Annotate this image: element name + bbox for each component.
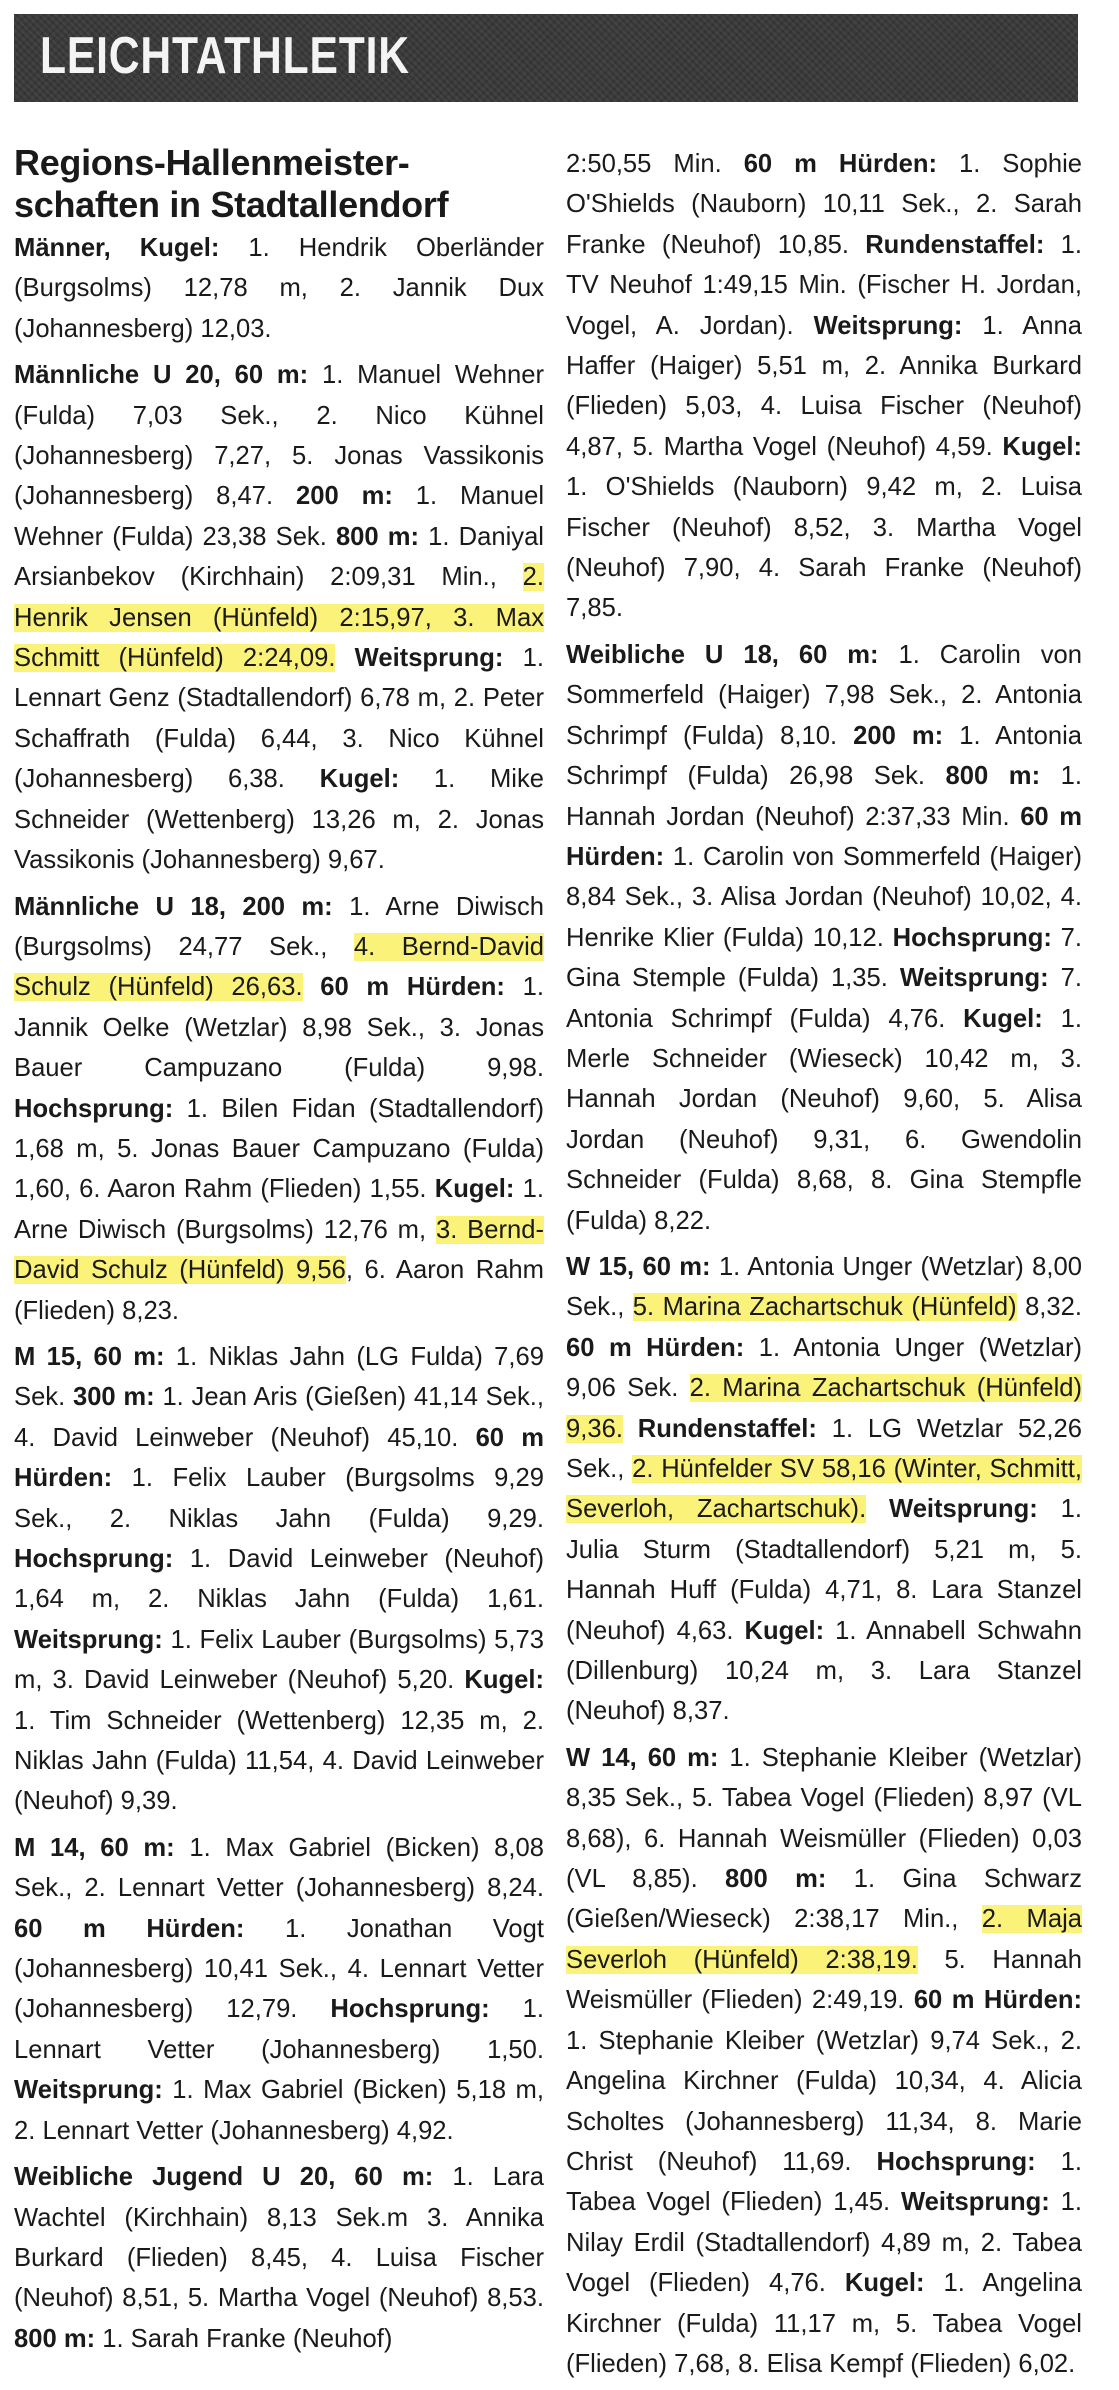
result-paragraph	[14, 228, 544, 349]
result-text: 1. Tim Schneider (Wettenberg) 12,35 m, 2. Niklas Jahn (Fulda) 11,54, 4. David Leinweber (Neuhof) 9,39.	[14, 1706, 544, 1816]
event-label: 60 m Hürden:	[320, 973, 505, 1002]
event-label: Hochsprung:	[14, 1545, 174, 1573]
event-label: Weitsprung:	[900, 2188, 1050, 2217]
result-paragraph	[566, 635, 1082, 1241]
event-label: 60 m Hürden:	[566, 802, 1083, 871]
event-label: Weitsprung:	[813, 311, 963, 340]
result-paragraph	[566, 144, 1082, 629]
result-text: 1. Hendrik Oberländer (Burgsolms) 12,78 m, 2. Jannik Dux (Johannesberg) 12,03.	[14, 234, 544, 343]
event-label: 300 m:	[72, 1383, 155, 1412]
event-label: Hochsprung:	[330, 1995, 490, 2024]
event-label: Weitsprung:	[899, 964, 1049, 993]
event-label: 800 m:	[945, 762, 1041, 791]
result-text: 1. Lara Wachtel (Kirchhain) 8,13 Sek.m 3. Annika Burkard (Flieden) 8,45, 4. Luisa Fischer (Neuhof) 8,51, 5. Martha Vogel (Neuhof) 8,53.	[14, 2163, 544, 2313]
result-paragraph	[566, 1738, 1082, 2385]
highlighted-result: 3. Bernd-David Schulz (Hünfeld) 9,56	[14, 1215, 544, 1285]
result-paragraph	[14, 1828, 544, 2151]
result-text: 5. Hannah Weismüller (Flieden) 2:49,19.	[566, 1945, 1082, 2015]
highlighted-result: 5. Marina Zachartschuk (Hünfeld)	[632, 1293, 1017, 1322]
event-label: 60 m Hürden:	[14, 1423, 544, 1493]
event-label: Kugel:	[464, 1666, 544, 1695]
result-text: 1. Felix Lauber (Burgsolms 9,29 Sek., 2. Niklas Jahn (Fulda) 9,29.	[14, 1464, 544, 1533]
result-text: 1. O'Shields (Nauborn) 9,42 m, 2. Luisa Fischer (Neuhof) 8,52, 3. Martha Vogel (Neuhof) 7,90, 4. Sarah Franke (Neuhof) 7,85.	[566, 473, 1082, 623]
right-column	[566, 144, 1082, 2390]
result-paragraph	[566, 1247, 1082, 1732]
event-label: Kugel:	[844, 2269, 925, 2298]
event-label: 60 m Hürden:	[14, 1914, 245, 1943]
result-text: 1. Sarah Franke (Neuhof)	[95, 2324, 393, 2353]
event-label: Kugel:	[1002, 432, 1082, 461]
result-text: 1. Daniyal Arsianbekov (Kirchhain) 2:09,31 Min.,	[14, 522, 544, 592]
result-text: 1. Mike Schneider (Wettenberg) 13,26 m, 2. Jonas Vassikonis (Johannesberg) 9,67.	[14, 765, 544, 875]
result-text	[623, 1415, 638, 1443]
result-text: 2:50,55 Min.	[566, 150, 744, 178]
result-text: 1. Anna Haffer (Haiger) 5,51 m, 2. Annika Burkard (Flieden) 5,03, 4. Luisa Fischer (Neuhof) 4,87, 5. Martha Vogel (Neuhof) 4,59.	[566, 311, 1082, 461]
result-text: 1. Bilen Fidan (Stadtallendorf) 1,68 m, 5. Jonas Bauer Campuzano (Fulda) 1,60, 6. Aaron Rahm (Flieden) 1,55.	[14, 1094, 544, 1204]
result-text: 1. Lennart Vetter (Johannesberg) 1,50.	[14, 1995, 544, 2064]
result-text: 1. Hannah Jordan (Neuhof) 2:37,33 Min.	[566, 762, 1082, 831]
result-text: 1. Antonia Unger (Wetzlar) 9,06 Sek.	[566, 1333, 1082, 1403]
result-text: 1. Sophie O'Shields (Nauborn) 10,11 Sek., 2. Sarah Franke (Neuhof) 10,85.	[566, 150, 1082, 259]
result-text: 1. Antonia Schrimpf (Fulda) 26,98 Sek.	[566, 721, 1082, 791]
result-text: 1. Carolin von Sommerfeld (Haiger) 8,84 Sek., 3. Alisa Jordan (Neuhof) 10,02, 4. Henrike Klier (Fulda) 10,12.	[566, 842, 1082, 952]
event-label: Weitsprung:	[889, 1495, 1038, 1524]
section-title: LEICHTATHLETIK	[40, 27, 410, 85]
event-label: 800 m:	[725, 1865, 827, 1894]
result-text	[303, 973, 321, 1001]
event-label: 200 m:	[296, 482, 393, 511]
event-label: Weibliche U 18, 60 m:	[566, 640, 879, 669]
event-label: Rundenstaffel:	[865, 230, 1045, 259]
result-text: 1. Manuel Wehner (Fulda) 7,03 Sek., 2. Nico Kühnel (Johannesberg) 7,27, 5. Jonas Vassikonis (Johannesberg) 8,47.	[14, 361, 544, 511]
result-text: 1. Jean Aris (Gießen) 41,14 Sek., 4. David Leinweber (Neuhof) 45,10.	[14, 1383, 545, 1452]
event-label: 60 m Hürden:	[743, 150, 937, 178]
result-text: 1. TV Neuhof 1:49,15 Min. (Fischer H. Jordan, Vogel, A. Jordan).	[566, 230, 1082, 340]
result-text: 8,32.	[1016, 1293, 1082, 1322]
left-column-body	[14, 228, 544, 2359]
result-text: 1. David Leinweber (Neuhof) 1,64 m, 2. Niklas Jahn (Fulda) 1,61.	[14, 1545, 544, 1614]
event-label: Weibliche Jugend U 20, 60 m:	[14, 2163, 434, 2192]
event-label: Männer, Kugel:	[14, 234, 220, 262]
event-label: Kugel:	[434, 1175, 515, 1204]
result-text: 1. Max Gabriel (Bicken) 5,18 m, 2. Lennart Vetter (Johannesberg) 4,92.	[14, 2076, 544, 2145]
result-text: 1. Carolin von Sommerfeld (Haiger) 7,98 Sek., 2. Antonia Schrimpf (Fulda) 8,10.	[566, 640, 1083, 750]
result-text: 1. Felix Lauber (Burgsolms) 5,73 m, 3. David Leinweber (Neuhof) 5,20.	[14, 1625, 544, 1695]
result-text: 1. Niklas Jahn (LG Fulda) 7,69 Sek.	[14, 1342, 544, 1412]
result-text: 1. Julia Sturm (Stadtallendorf) 5,21 m, 5. Hannah Huff (Fulda) 4,71, 8. Lara Stanzel (Neuhof) 4,63.	[566, 1495, 1082, 1645]
result-text: 1. Manuel Wehner (Fulda) 23,38 Sek.	[14, 482, 545, 551]
event-label: Hochsprung:	[876, 2147, 1036, 2176]
event-label: Männliche U 18, 200 m:	[14, 892, 333, 921]
result-text: 1. Arne Diwisch (Burgsolms) 24,77 Sek.,	[14, 892, 544, 961]
result-text: 1. Annabell Schwahn (Dillenburg) 10,24 m, 3. Lara Stanzel (Neuhof) 8,37.	[566, 1616, 1082, 1726]
event-label: M 14, 60 m:	[14, 1833, 175, 1862]
result-text: 7. Gina Stemple (Fulda) 1,35.	[566, 923, 1082, 993]
section-banner	[14, 14, 1078, 102]
result-paragraph	[14, 2157, 544, 2359]
highlighted-result: 2. Maja Severloh (Hünfeld) 2:38,19.	[566, 1905, 1082, 1974]
event-label: Hochsprung:	[14, 1094, 174, 1123]
result-text: 1. Tabea Vogel (Flieden) 1,45.	[566, 2147, 1082, 2217]
event-label: Weitsprung:	[14, 2076, 163, 2105]
highlighted-result: 2. Hünfelder SV 58,16 (Winter, Schmitt, Severloh, Zachartschuk).	[566, 1455, 1083, 1524]
highlighted-result: 4. Bernd-David Schulz (Hünfeld) 26,63.	[14, 932, 544, 1002]
result-text: 1. Stephanie Kleiber (Wetzlar) 9,74 Sek., 2. Angelina Kirchner (Fulda) 10,34, 4. Alicia Scholtes (Johannesberg) 11,34, 8. Marie Christ (Neuhof) 11,69.	[566, 2026, 1082, 2176]
event-label: M 15, 60 m:	[14, 1342, 165, 1371]
event-label: Kugel:	[963, 1004, 1043, 1033]
right-column-body	[566, 144, 1082, 2384]
result-text: 7. Antonia Schrimpf (Fulda) 4,76.	[566, 964, 1082, 1033]
event-label: 800 m:	[335, 522, 420, 551]
event-label: Männliche U 20, 60 m:	[14, 361, 309, 390]
result-text: 1. Angelina Kirchner (Fulda) 11,17 m, 5. Tabea Vogel (Flieden) 7,68, 8. Elisa Kempf (Flieden) 6,02.	[566, 2269, 1082, 2378]
result-text: 1. Merle Schneider (Wieseck) 10,42 m, 3. Hannah Jordan (Neuhof) 9,60, 5. Alisa Jordan (Neuhof) 9,31, 6. Gwendolin Schneider (Fulda) 8,68, 8. Gina Stempfle (Fulda) 8,22.	[566, 1004, 1082, 1235]
result-text: 1. Gina Schwarz (Gießen/Wieseck) 2:38,17 Min.,	[566, 1865, 1083, 1934]
result-text: 1. Antonia Unger (Wetzlar) 8,00 Sek.,	[566, 1252, 1082, 1322]
event-label: Hochsprung:	[892, 923, 1052, 952]
event-label: 200 m:	[853, 721, 944, 750]
event-label: Weitsprung:	[354, 644, 504, 673]
result-text: 1. Arne Diwisch (Burgsolms) 12,76 m,	[14, 1175, 544, 1244]
result-paragraph	[14, 355, 544, 880]
result-text: 1. Stephanie Kleiber (Wetzlar) 8,35 Sek., 5. Tabea Vogel (Flieden) 8,97 (VL 8,68), 6. Hannah Weismüller (Flieden) 0,03 (VL 8,85).	[566, 1743, 1082, 1894]
event-label: Kugel:	[319, 765, 400, 794]
event-label: W 15, 60 m:	[566, 1252, 711, 1281]
result-text	[866, 1495, 889, 1523]
result-text: 1. Jannik Oelke (Wetzlar) 8,98 Sek., 3. Jonas Bauer Campuzano (Fulda) 9,98.	[14, 973, 544, 1083]
result-text: 1. Lennart Genz (Stadtallendorf) 6,78 m, 2. Peter Schaffrath (Fulda) 6,44, 3. Nico Kühnel (Johannesberg) 6,38.	[14, 644, 544, 794]
event-label: 60 m Hürden:	[566, 1333, 745, 1362]
highlighted-result: 2. Henrik Jensen (Hünfeld) 2:15,97, 3. Max Schmitt (Hünfeld) 2:24,09.	[14, 563, 544, 673]
result-text: , 6. Aaron Rahm (Flieden) 8,23.	[14, 1256, 544, 1325]
result-text: 1. Jonathan Vogt (Johannesberg) 10,41 Sek., 4. Lennart Vetter (Johannesberg) 12,79.	[14, 1914, 544, 2024]
article-headline: Regions-Hallenmeister-schaften in Stadtallendorf	[14, 142, 449, 225]
event-label: W 14, 60 m:	[566, 1743, 719, 1772]
result-paragraph	[14, 1337, 544, 1822]
result-text: 1. LG Wetzlar 52,26 Sek.,	[566, 1414, 1082, 1483]
event-label: Kugel:	[744, 1616, 825, 1645]
event-label: 800 m:	[14, 2324, 96, 2353]
result-paragraph	[14, 887, 544, 1331]
event-label: Rundenstaffel:	[637, 1414, 817, 1443]
result-text: 1. Max Gabriel (Bicken) 8,08 Sek., 2. Lennart Vetter (Johannesberg) 8,24.	[14, 1833, 544, 1903]
left-column	[14, 128, 544, 2365]
result-text: 1. Nilay Erdil (Stadtallendorf) 4,89 m, 2. Tabea Vogel (Flieden) 4,76.	[566, 2188, 1082, 2298]
event-label: 60 m Hürden:	[913, 1986, 1082, 2015]
result-text	[335, 644, 354, 672]
event-label: Weitsprung:	[14, 1625, 163, 1654]
highlighted-result: 2. Marina Zachartschuk (Hünfeld) 9,36.	[566, 1374, 1083, 1443]
